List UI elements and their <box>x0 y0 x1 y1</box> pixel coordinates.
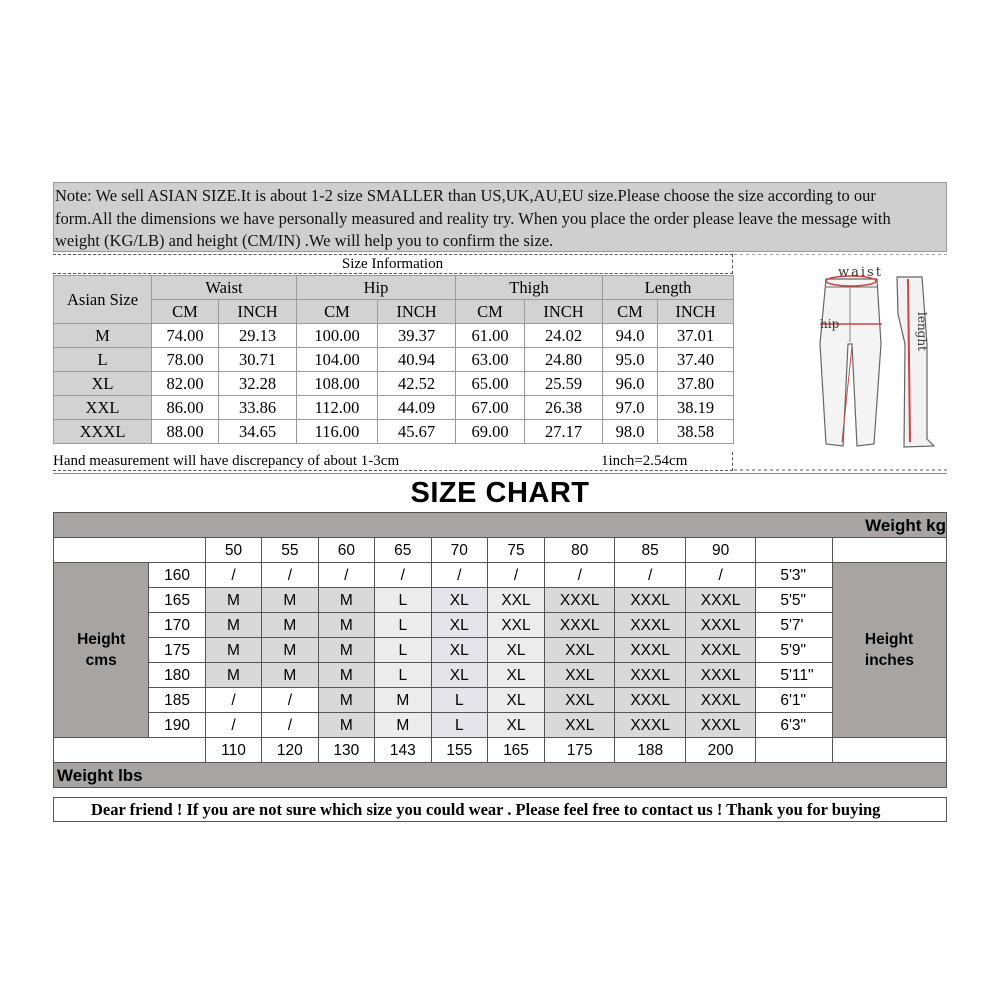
weight-lbs-label: Weight lbs <box>54 763 947 788</box>
height-cm-value: 190 <box>149 713 205 738</box>
unit-inch: INCH <box>525 300 603 324</box>
size-cell: M <box>375 713 431 738</box>
measurement-cell: 74.00 <box>152 324 219 348</box>
size-cell: XL <box>431 638 487 663</box>
size-cell: / <box>375 563 431 588</box>
unit-cm: CM <box>152 300 219 324</box>
height-inch-value: 5'5" <box>756 588 833 613</box>
size-cell: / <box>205 688 261 713</box>
measurement-cell: 78.00 <box>152 348 219 372</box>
height-inch-value: 5'11" <box>756 663 833 688</box>
measurement-cell: 24.80 <box>525 348 603 372</box>
measurement-cell: 29.13 <box>219 324 297 348</box>
size-cell: L <box>431 688 487 713</box>
height-cm-value: 170 <box>149 613 205 638</box>
size-cell: M <box>205 638 261 663</box>
inch-conversion: 1inch=2.54cm <box>601 453 688 469</box>
height-inch-value: 5'7' <box>756 613 833 638</box>
contact-message: Dear friend ! If you are not sure which size you could wear . Please feel free to contact us ! Thank you for buying <box>53 797 947 822</box>
size-cell: / <box>205 563 261 588</box>
height-row <box>54 588 947 613</box>
measurement-cell: 33.86 <box>219 396 297 420</box>
size-cell: XXL <box>545 688 615 713</box>
measurement-cell: 44.09 <box>378 396 456 420</box>
size-cell: L <box>375 663 431 688</box>
height-inch-value: 5'3" <box>756 563 833 588</box>
size-cell: M <box>318 588 374 613</box>
measurement-cell: 95.0 <box>603 348 658 372</box>
size-cell: XXXL <box>615 638 685 663</box>
height-row <box>54 638 947 663</box>
measurement-cell: 45.67 <box>378 420 456 444</box>
measurement-cell: 67.00 <box>456 396 525 420</box>
size-information-table <box>53 275 734 444</box>
weight-lbs-value: 200 <box>685 738 755 763</box>
weight-kg-value: 50 <box>205 538 261 563</box>
weight-kg-value: 80 <box>545 538 615 563</box>
measurement-cell: 25.59 <box>525 372 603 396</box>
height-inch-value: 6'1" <box>756 688 833 713</box>
size-cell: M <box>262 588 318 613</box>
inches-label: inches <box>864 652 914 669</box>
size-cell: M <box>205 663 261 688</box>
size-chart-title: SIZE CHART <box>53 473 947 512</box>
measurement-cell: 27.17 <box>525 420 603 444</box>
measurement-cell: 42.52 <box>378 372 456 396</box>
size-cell: / <box>205 713 261 738</box>
measurement-cell: 30.71 <box>219 348 297 372</box>
size-cell: XXXL <box>615 688 685 713</box>
size-cell: XXL <box>488 613 545 638</box>
size-cell: M <box>205 588 261 613</box>
measurement-cell: 88.00 <box>152 420 219 444</box>
size-cell: XL <box>431 663 487 688</box>
measurement-cell: 96.0 <box>603 372 658 396</box>
size-cell: M <box>262 663 318 688</box>
size-cell: / <box>615 563 685 588</box>
waist-header: Waist <box>152 276 297 300</box>
unit-inch: INCH <box>658 300 734 324</box>
size-cell: / <box>545 563 615 588</box>
size-chart-table <box>53 512 947 788</box>
size-cell: XXL <box>545 638 615 663</box>
unit-inch: INCH <box>378 300 456 324</box>
pants-measurement-diagram <box>734 254 947 471</box>
unit-cm: CM <box>456 300 525 324</box>
size-cell: XXXL <box>685 588 755 613</box>
note-line-2: form.All the dimensions we have personally measured and reality try. When you place the order please leave the message with <box>55 208 891 228</box>
weight-kg-value: 85 <box>615 538 685 563</box>
measurement-cell: 63.00 <box>456 348 525 372</box>
measurement-cell: 98.0 <box>603 420 658 444</box>
size-cell: XXXL <box>615 613 685 638</box>
size-cell: XL <box>431 588 487 613</box>
height-row <box>54 613 947 638</box>
size-row <box>54 420 734 444</box>
weight-lbs-value: 110 <box>205 738 261 763</box>
size-label: XXL <box>54 396 152 420</box>
measurement-cell: 37.80 <box>658 372 734 396</box>
measurement-cell: 97.0 <box>603 396 658 420</box>
empty-cell <box>756 538 833 563</box>
size-cell: M <box>375 688 431 713</box>
size-cell: M <box>318 713 374 738</box>
measurement-cell: 100.00 <box>297 324 378 348</box>
measurement-cell: 104.00 <box>297 348 378 372</box>
measurement-cell: 40.94 <box>378 348 456 372</box>
measurement-cell: 26.38 <box>525 396 603 420</box>
height-label: Height <box>77 631 126 648</box>
size-row <box>54 324 734 348</box>
size-cell: M <box>318 638 374 663</box>
weight-lbs-value: 130 <box>318 738 374 763</box>
hip-header: Hip <box>297 276 456 300</box>
measurement-cell: 37.40 <box>658 348 734 372</box>
height-inch-value: 5'9" <box>756 638 833 663</box>
unit-inch: INCH <box>219 300 297 324</box>
size-cell: XXXL <box>615 663 685 688</box>
size-cell: / <box>431 563 487 588</box>
size-cell: XXXL <box>685 713 755 738</box>
size-label: XL <box>54 372 152 396</box>
discrepancy-note: Hand measurement will have discrepancy of about 1-3cm <box>53 453 400 469</box>
weight-lbs-value: 188 <box>615 738 685 763</box>
size-cell: M <box>318 688 374 713</box>
weight-kg-value: 55 <box>262 538 318 563</box>
measurement-cell: 65.00 <box>456 372 525 396</box>
size-cell: L <box>375 613 431 638</box>
height-label: Height <box>864 631 914 648</box>
size-cell: / <box>488 563 545 588</box>
size-cell: L <box>375 638 431 663</box>
weight-lbs-value: 143 <box>375 738 431 763</box>
size-cell: XL <box>488 688 545 713</box>
measurement-cell: 82.00 <box>152 372 219 396</box>
length-header: Length <box>603 276 734 300</box>
weight-kg-row <box>54 538 947 563</box>
size-cell: XXXL <box>685 638 755 663</box>
measurement-cell: 69.00 <box>456 420 525 444</box>
measurement-cell: 112.00 <box>297 396 378 420</box>
size-row <box>54 396 734 420</box>
measurement-cell: 61.00 <box>456 324 525 348</box>
height-row <box>54 713 947 738</box>
asian-size-header: Asian Size <box>54 276 152 324</box>
size-cell: M <box>262 638 318 663</box>
weight-kg-value: 70 <box>431 538 487 563</box>
empty-cell <box>54 738 206 763</box>
measurement-cell: 38.19 <box>658 396 734 420</box>
size-row <box>54 372 734 396</box>
size-cell: XL <box>488 713 545 738</box>
size-cell: XXXL <box>615 588 685 613</box>
height-inch-header <box>832 563 946 738</box>
size-row <box>54 348 734 372</box>
measurement-cell: 108.00 <box>297 372 378 396</box>
weight-kg-value: 60 <box>318 538 374 563</box>
size-cell: XXXL <box>545 613 615 638</box>
pants-illustration <box>734 254 947 471</box>
size-cell: XL <box>488 638 545 663</box>
height-row <box>54 563 947 588</box>
measurement-footnote <box>53 452 733 471</box>
size-cell: XL <box>488 663 545 688</box>
weight-kg-value: 65 <box>375 538 431 563</box>
size-cell: / <box>685 563 755 588</box>
height-row <box>54 688 947 713</box>
size-label: L <box>54 348 152 372</box>
weight-lbs-value: 120 <box>262 738 318 763</box>
size-cell: XXXL <box>615 713 685 738</box>
measurement-cell: 39.37 <box>378 324 456 348</box>
weight-lbs-row <box>54 738 947 763</box>
measurement-cell: 116.00 <box>297 420 378 444</box>
size-cell: / <box>318 563 374 588</box>
size-cell: M <box>205 613 261 638</box>
height-cm-value: 165 <box>149 588 205 613</box>
size-note <box>53 182 947 252</box>
measurement-cell: 32.28 <box>219 372 297 396</box>
size-cell: / <box>262 688 318 713</box>
size-cell: XXL <box>488 588 545 613</box>
size-cell: XXXL <box>545 588 615 613</box>
size-cell: M <box>318 613 374 638</box>
weight-lbs-value: 175 <box>545 738 615 763</box>
measurement-cell: 86.00 <box>152 396 219 420</box>
size-label: XXXL <box>54 420 152 444</box>
thigh-header: Thigh <box>456 276 603 300</box>
height-cm-value: 180 <box>149 663 205 688</box>
weight-lbs-value: 155 <box>431 738 487 763</box>
size-cell: XXXL <box>685 688 755 713</box>
note-line-1: Note: We sell ASIAN SIZE.It is about 1-2 size SMALLER than US,UK,AU,EU size.Please choose the size according to our <box>55 186 876 205</box>
height-cm-value: 160 <box>149 563 205 588</box>
height-inch-value: 6'3" <box>756 713 833 738</box>
size-cell: L <box>431 713 487 738</box>
weight-lbs-value: 165 <box>488 738 545 763</box>
size-cell: L <box>375 588 431 613</box>
cms-label: cms <box>85 652 117 669</box>
empty-cell <box>832 738 946 763</box>
unit-cm: CM <box>603 300 658 324</box>
note-line-3: weight (KG/LB) and height (CM/IN) .We will help you to confirm the size. <box>55 231 554 250</box>
empty-cell <box>54 538 206 563</box>
size-cell: / <box>262 713 318 738</box>
height-row <box>54 663 947 688</box>
measurement-cell: 24.02 <box>525 324 603 348</box>
height-cm-value: 175 <box>149 638 205 663</box>
size-label: M <box>54 324 152 348</box>
measurement-cell: 38.58 <box>658 420 734 444</box>
hip-label: hip <box>820 317 840 331</box>
size-cell: XXXL <box>685 613 755 638</box>
length-label: lenght <box>915 312 929 351</box>
weight-kg-header <box>54 513 947 538</box>
height-cm-value: 185 <box>149 688 205 713</box>
size-cell: XXXL <box>685 663 755 688</box>
unit-cm: CM <box>297 300 378 324</box>
size-guide <box>53 182 947 823</box>
size-cell: / <box>262 563 318 588</box>
size-information-title: Size Information <box>53 254 733 274</box>
size-cell: XXL <box>545 713 615 738</box>
empty-cell <box>832 538 946 563</box>
measurement-cell: 37.01 <box>658 324 734 348</box>
size-cell: M <box>262 613 318 638</box>
waist-label: waist <box>838 265 883 280</box>
size-cell: M <box>318 663 374 688</box>
size-cell: XL <box>431 613 487 638</box>
measurement-cell: 94.0 <box>603 324 658 348</box>
weight-kg-value: 90 <box>685 538 755 563</box>
height-cm-header <box>54 563 149 738</box>
size-cell: XXL <box>545 663 615 688</box>
measurement-cell: 34.65 <box>219 420 297 444</box>
weight-kg-label: Weight kg <box>865 515 946 535</box>
empty-cell <box>756 738 833 763</box>
weight-kg-value: 75 <box>488 538 545 563</box>
